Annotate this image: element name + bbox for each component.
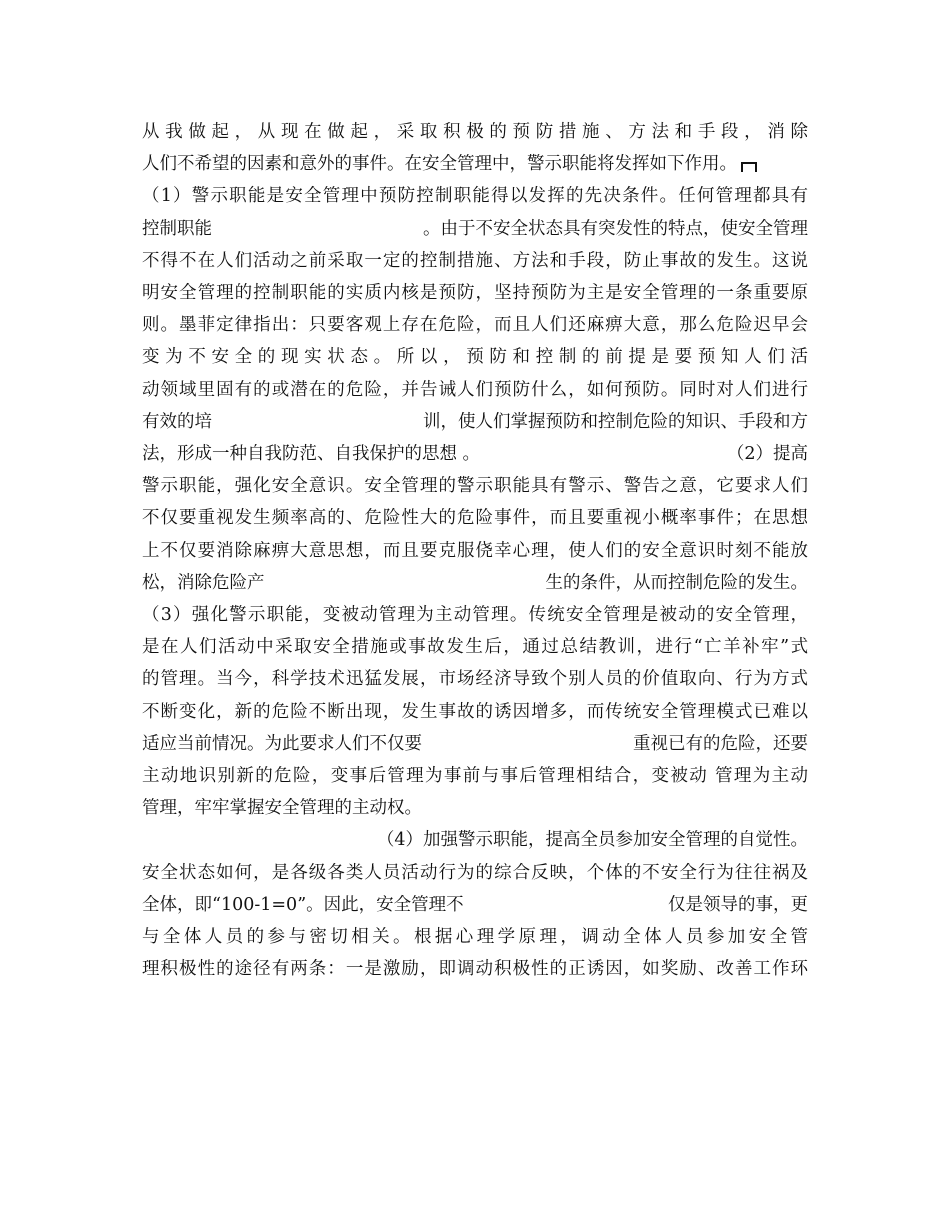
- text-line: [142, 600, 808, 630]
- text-segment: 生的条件，从而控制危险的发生。: [545, 572, 808, 593]
- text-segment: 管理，牢牢掌握安全管理的主动权。: [142, 798, 422, 819]
- text-line: [142, 793, 808, 823]
- text-segment: 警示职能，强化安全意识。安全管理的警示职能具有警示、警告之意，它要求人们: [142, 476, 810, 497]
- text-line: [142, 761, 808, 791]
- text-segment: 重视已有的危险，还要: [633, 733, 808, 754]
- text-segment: 有效的培: [142, 411, 212, 432]
- text-segment: 不得不在人们活动之前采取一定的控制措施、方法和手段，防止事故的发生。这说: [142, 250, 810, 271]
- text-line: [142, 375, 808, 405]
- text-segment: 训，使人们掌握预防和控制危险的知识、手段和方: [423, 411, 808, 432]
- text-line: [142, 503, 808, 533]
- text-segment: 从我做起，从现在做起，采取积极的预防措施、方法和手段，消除: [142, 122, 814, 142]
- text-line: [142, 954, 808, 984]
- text-segment: 。由于不安全状态具有突发性的特点，使安全管理: [423, 218, 808, 239]
- bracket-mark-icon: [741, 162, 757, 172]
- text-segment: （2）提高: [726, 444, 808, 464]
- text-segment: 的管理。当今，科学技术迅猛发展，市场经济导致个别人员的价值取向、行为方式: [142, 669, 810, 690]
- text-segment: 则。墨菲定律指出：只要客观上存在危险，而且人们还麻痹大意，那么危险迟早会: [142, 315, 810, 336]
- text-line: [142, 310, 808, 340]
- text-segment: 松，消除危险产: [142, 572, 265, 593]
- text-line: [142, 342, 814, 372]
- text-line: [142, 858, 808, 888]
- text-line: [142, 922, 812, 952]
- text-line: [142, 729, 808, 759]
- text-segment: 上不仅要消除麻痹大意思想，而且要克服侥幸心理，使人们的安全意识时刻不能放: [142, 540, 810, 561]
- text-line: [142, 439, 808, 469]
- text-segment: 变为不安全的现实状态。所以，预防和控制的前提是要预知人们活: [142, 347, 814, 368]
- text-segment: 仅是领导的事，更: [668, 894, 808, 915]
- text-segment: 人们不希望的因素和意外的事件。在安全管理中，警示职能将发挥如下作用。: [142, 154, 737, 175]
- text-segment: 理积极性的途径有两条：一是激励，即调动积极性的正诱因，如奖励、改善工作环: [142, 959, 810, 980]
- text-line: [142, 214, 808, 244]
- text-line: [142, 632, 808, 662]
- text-line: [142, 471, 808, 501]
- text-segment: 法，形成一种自我防范、自我保护的思想 。: [142, 444, 481, 464]
- text-line: [142, 664, 808, 694]
- text-segment: 明安全管理的控制职能的实质内核是预防，坚持预防为主是安全管理的一条重要原: [142, 283, 810, 303]
- text-line: [142, 825, 808, 855]
- text-segment: 全体，即“100-1=0”。因此，安全管理不: [142, 894, 464, 915]
- text-segment: 动领域里固有的或潜在的危险，并告诫人们预防什么，如何预防。同时对人们进行: [142, 379, 810, 400]
- text-line: [142, 568, 808, 598]
- text-segment: 与全体人员的参与密切相关。根据心理学原理，调动全体人员参加安全管: [142, 927, 812, 947]
- text-segment: 控制职能: [142, 218, 212, 239]
- text-segment: 安全状态如何，是各级各类人员活动行为的综合反映，个体的不安全行为往往祸及: [142, 862, 810, 883]
- text-line: [142, 117, 814, 147]
- text-line: [142, 181, 808, 211]
- text-segment: （1）警示职能是安全管理中预防控制职能得以发挥的先决条件。任何管理都具有: [142, 186, 810, 207]
- text-line: [142, 407, 808, 437]
- text-segment: 不断变化，新的危险不断出现，发生事故的诱因增多，而传统安全管理模式已难以: [142, 701, 810, 722]
- text-segment: 主动地识别新的危险，变事后管理为事前与事后管理相结合，变被动 管理为主动: [142, 766, 810, 786]
- text-line: [142, 149, 808, 179]
- text-line: [142, 890, 808, 920]
- text-segment: （4）加强警示职能，提高全员参加安全管理的自觉性。: [376, 830, 808, 851]
- text-segment: （3）强化警示职能，变被动管理为主动管理。传统安全管理是被动的安全管理，: [142, 605, 810, 625]
- text-segment: 适应当前情况。为此要求人们不仅要: [142, 733, 422, 754]
- text-line: [142, 536, 808, 566]
- text-line: [142, 278, 808, 308]
- text-segment: 是在人们活动中采取安全措施或事故发生后，通过总结教训，进行“亡羊补牢”式: [142, 637, 810, 658]
- text-line: [142, 246, 808, 276]
- text-segment: 不仅要重视发生频率高的、危险性大的危险事件，而且要重视小概率事件；在思想: [142, 508, 810, 529]
- text-line: [142, 697, 808, 727]
